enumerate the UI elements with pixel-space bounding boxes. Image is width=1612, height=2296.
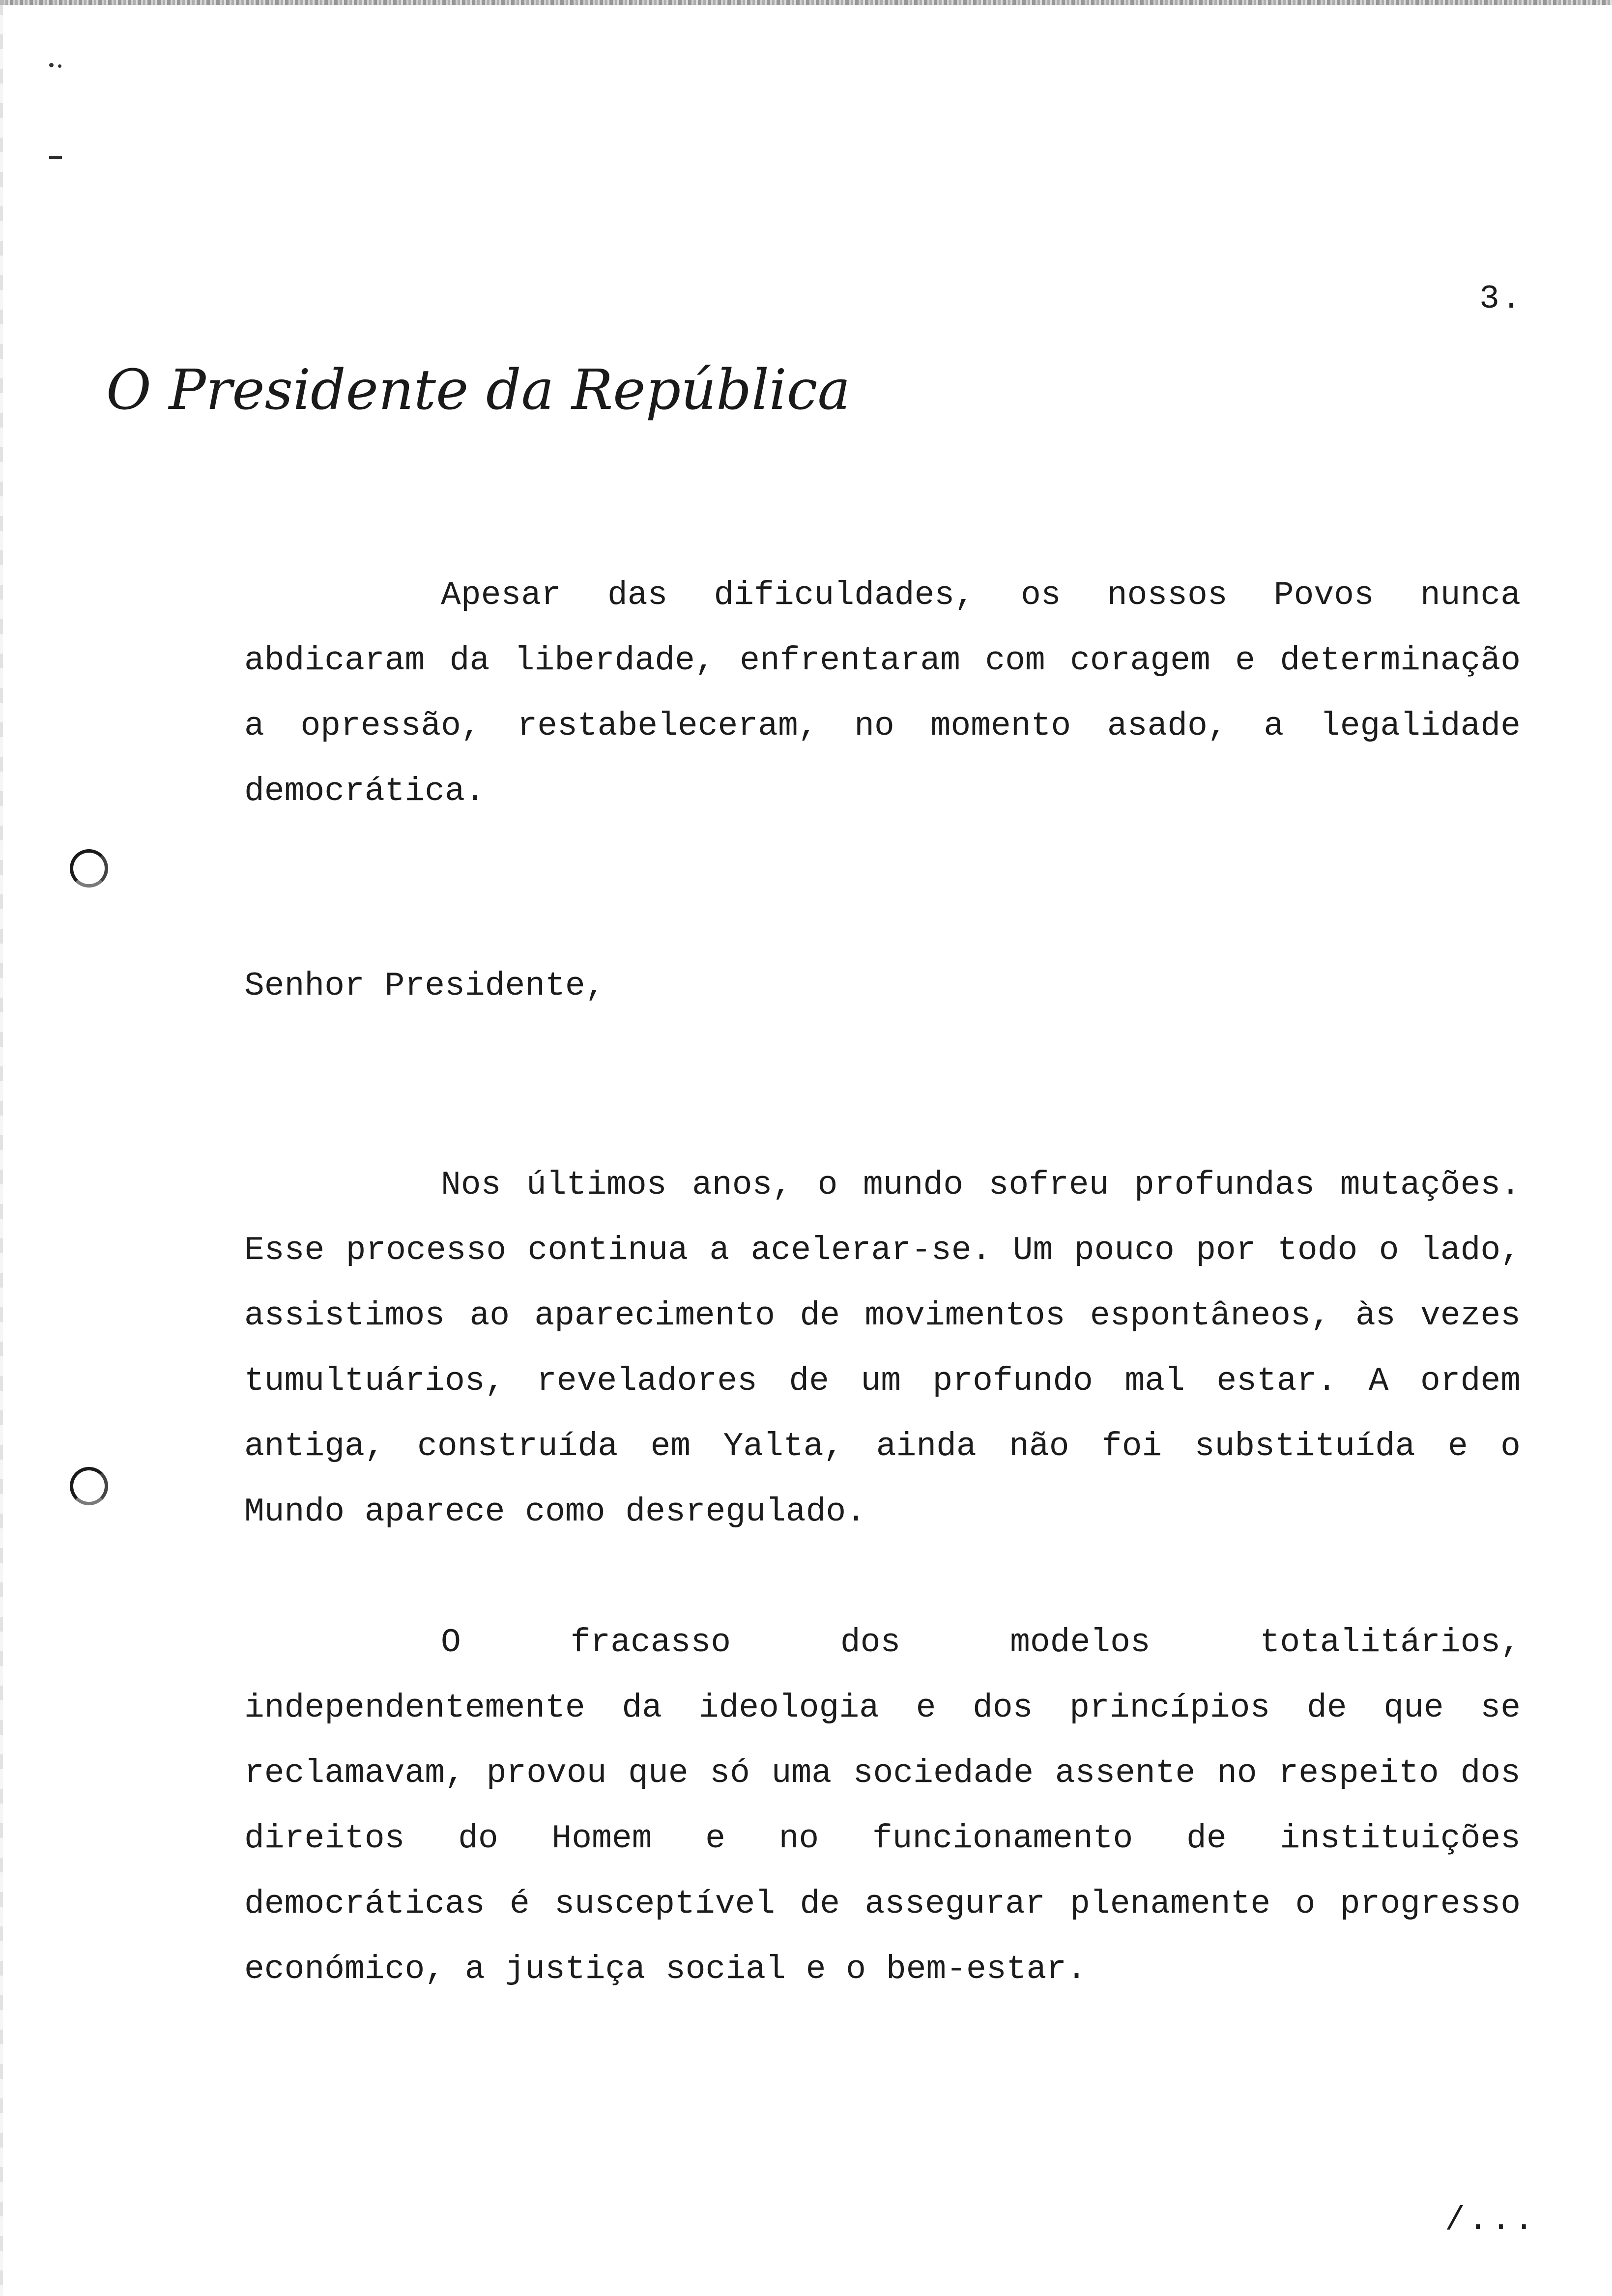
letterhead (103, 344, 851, 442)
scan-top-edge (0, 0, 1612, 5)
letterhead-script (103, 344, 851, 442)
scan-mark (49, 156, 62, 159)
salutation: Senhor Presidente, (244, 967, 605, 1005)
scan-left-edge (0, 0, 3, 2296)
page-number: 3. (1479, 280, 1524, 318)
punch-hole (70, 1467, 108, 1505)
punch-hole (70, 849, 108, 888)
paragraph-2: Nos últimos anos, o mundo sofreu profundas mutações. Esse processo continua a acelerar-se. Um pouco por todo o lado, assistimos ao aparecimento de movimentos espontâneos, às vezes tumultuários, reveladores de um profundo mal estar. A ordem antiga, construída em Yalta, ainda não foi substituída e o Mundo aparece como desregulado. (244, 1166, 1521, 1531)
letterhead-text: O Presidente da República (106, 358, 851, 422)
scan-speck (49, 63, 54, 67)
continuation-mark: /... (1445, 2202, 1537, 2239)
scan-speck (58, 64, 61, 68)
paragraph-3: O fracasso dos modelos totalitários, independentemente da ideologia e dos princípios de que se reclamavam, provou que só uma sociedade assente no respeito dos direitos do Homem e no funcionamento de instituições democráticas é susceptível de assegurar plenamente o progresso económico, a justiça social e o bem-estar. (244, 1624, 1521, 1988)
paragraph-1: Apesar das dificuldades, os nossos Povos nunca abdicaram da liberdade, enfrentaram com coragem e determinação a opressão, restabeleceram, no momento asado, a legalidade democrática. (244, 576, 1521, 810)
